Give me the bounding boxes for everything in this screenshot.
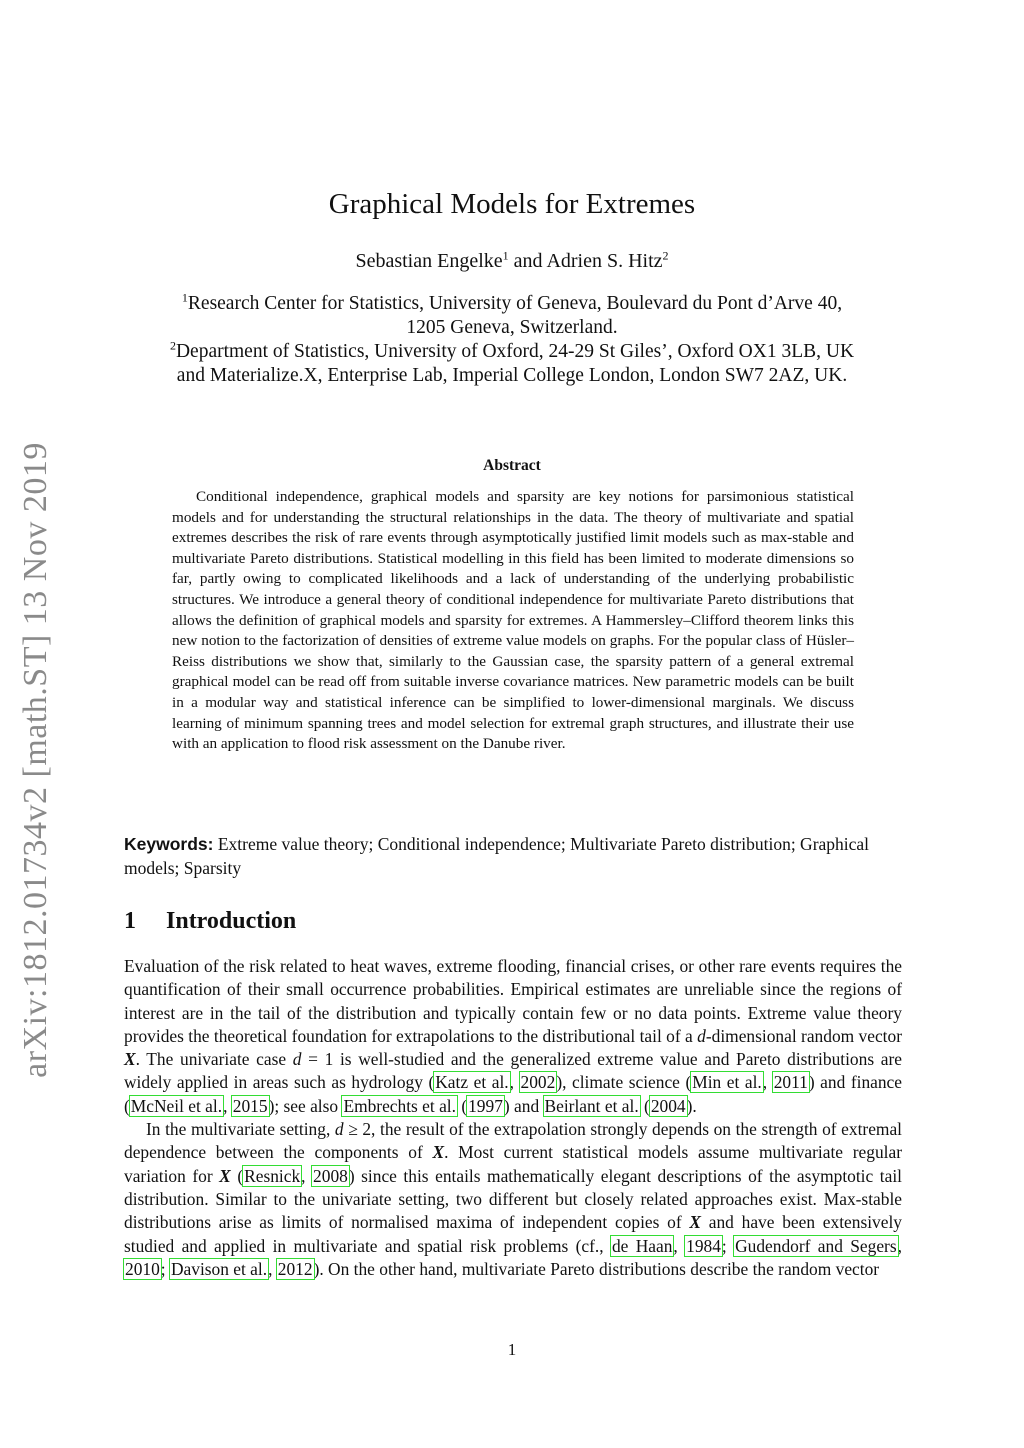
citation-link[interactable]: Gudendorf and Segers [735,1235,897,1256]
citation-link[interactable]: de Haan [611,1235,673,1256]
citation-link[interactable]: Davison et al. [170,1258,268,1279]
citation-link[interactable]: Min et al. [692,1072,762,1093]
citation-link[interactable]: 2012 [277,1258,313,1279]
citation-link[interactable]: McNeil et al. [130,1095,223,1116]
paper-title: Graphical Models for Extremes [328,188,696,220]
author-1: Sebastian Engelke [355,250,503,272]
author-1-affiliation-mark: 1 [502,248,509,263]
arxiv-identifier-text: arXiv:1812.01734v2 [math.ST] 13 Nov 2019 [17,442,54,1078]
section-heading-introduction [124,908,296,935]
keywords-list: Extreme value theory; Conditional independence; Multivariate Pareto distribution; Graphical models; Sparsity [124,834,870,878]
citation-link[interactable]: 2010 [125,1258,160,1279]
page-number: 1 [507,1340,517,1359]
affiliation-2-cont: and Materialize.X, Enterprise Lab, Imperial College London, London SW7 2AZ, UK. [176,365,848,386]
arxiv-identifier-stamp [6,440,66,1080]
section-title: Introduction [166,908,297,934]
abstract-heading: Abstract [483,457,541,474]
author-2-affiliation-mark: 2 [662,248,669,263]
affiliations [100,292,924,388]
abstract-body: Conditional independence, graphical models and sparsity are key notions for parsimonious statistical models and for understanding the structural relationships in the data. The theory of multivariate and spatial extremes describes the risk of rare events through asymptotically justified limit models such as max-stable and multivariate Pareto distributions. Statistical modelling in this field has been limited to moderate dimensions so far, partly owing to complicated likelihoods and a lack of understanding of the underlying probabilistic structures. We introduce a general theory of conditional independence for multivariate Pareto distributions that allows the definition of graphical models and sparsity for extremes. A Hammersley–Clifford theorem links this new notion to the factorization of densities of extreme value models on graphs. For the popular class of Hüsler–Reiss distributions we show that, similarly to the Gaussian case, the sparsity pattern of a general extremal graphical model can be read off from suitable inverse covariance matrices. New parametric models can be built in a modular way and statistical inference can be simplified to lower-dimensional marginals. We discuss learning of minimum spanning trees and model selection for extremal graph structures, and illustrate their use with an application to flood risk assessment on the Danube river. [172,488,854,753]
author-2: Adrien S. Hitz [546,250,663,272]
citation-link[interactable]: 2004 [650,1095,686,1116]
citation-link[interactable]: 2002 [520,1072,556,1093]
citation-link[interactable]: 2011 [773,1072,808,1093]
citation-link[interactable]: 1984 [686,1235,721,1256]
author-line [0,250,1024,273]
citation-link[interactable]: Katz et al. [435,1072,509,1093]
citation-link[interactable]: 1997 [468,1095,503,1116]
keywords [124,832,902,880]
author-conjunction: and [508,250,547,272]
paragraph-2: In the multivariate setting, d ≥ 2, the result of the extrapolation strongly depends on the strength of extremal dependence between the components of X. Most current statistical models assume multivariate regular variation for X (Resnick, 2008) since this entails mathematically elegant descriptions of the asymptotic tail distribution. Similar to the univariate setting, two different but closely related approaches exist. Max-stable distributions arise as limits of normalised maxima of independent copies of X and have been extensively studied and applied in multivariate and spatial risk problems (cf., de Haan, 1984; Gudendorf and Segers, 2010; Davison et al., 2012). On the other hand, multivariate Pareto distributions describe the random vector [124,1119,903,1279]
paragraph-1: Evaluation of the risk related to heat waves, extreme flooding, financial crises, or other rare events requires the quantification of their small occurrence probabilities. Empirical estimates are unreliable since the regions of interest are in the tail of the distribution and typically contain few or no data points. Extreme value theory provides the theoretical foundation for extrapolations to the distributional tail of a d-dimensional random vector X. The univariate case d = 1 is well-studied and the generalized extreme value and Pareto distributions are widely applied in areas such as hydrology (Katz et al., 2002), climate science (Min et al., 2011) and finance (McNeil et al., 2015); see also Embrechts et al. (1997) and Beirlant et al. (2004). [124,956,902,1116]
keywords-label: Keywords: [124,834,214,854]
citation-link[interactable]: Resnick [244,1165,301,1186]
affiliation-1-cont: 1205 Geneva, Switzerland. [406,317,618,338]
affiliation-1: $^1$Research Center for Statistics, University of Geneva, Boulevard du Pont d’Arve 40, [181,290,843,314]
introduction-body [124,955,902,1281]
citation-link[interactable]: 2008 [313,1165,348,1186]
citation-link[interactable]: 2015 [232,1095,268,1116]
citation-link[interactable]: Embrechts et al. [343,1095,456,1116]
section-number: 1 [124,908,136,934]
affiliation-2: $^2$Department of Statistics, University of Oxford, 24-29 St Giles’, Oxford OX1 3LB, UK [169,338,855,362]
citation-link[interactable]: Beirlant et al. [544,1095,639,1116]
